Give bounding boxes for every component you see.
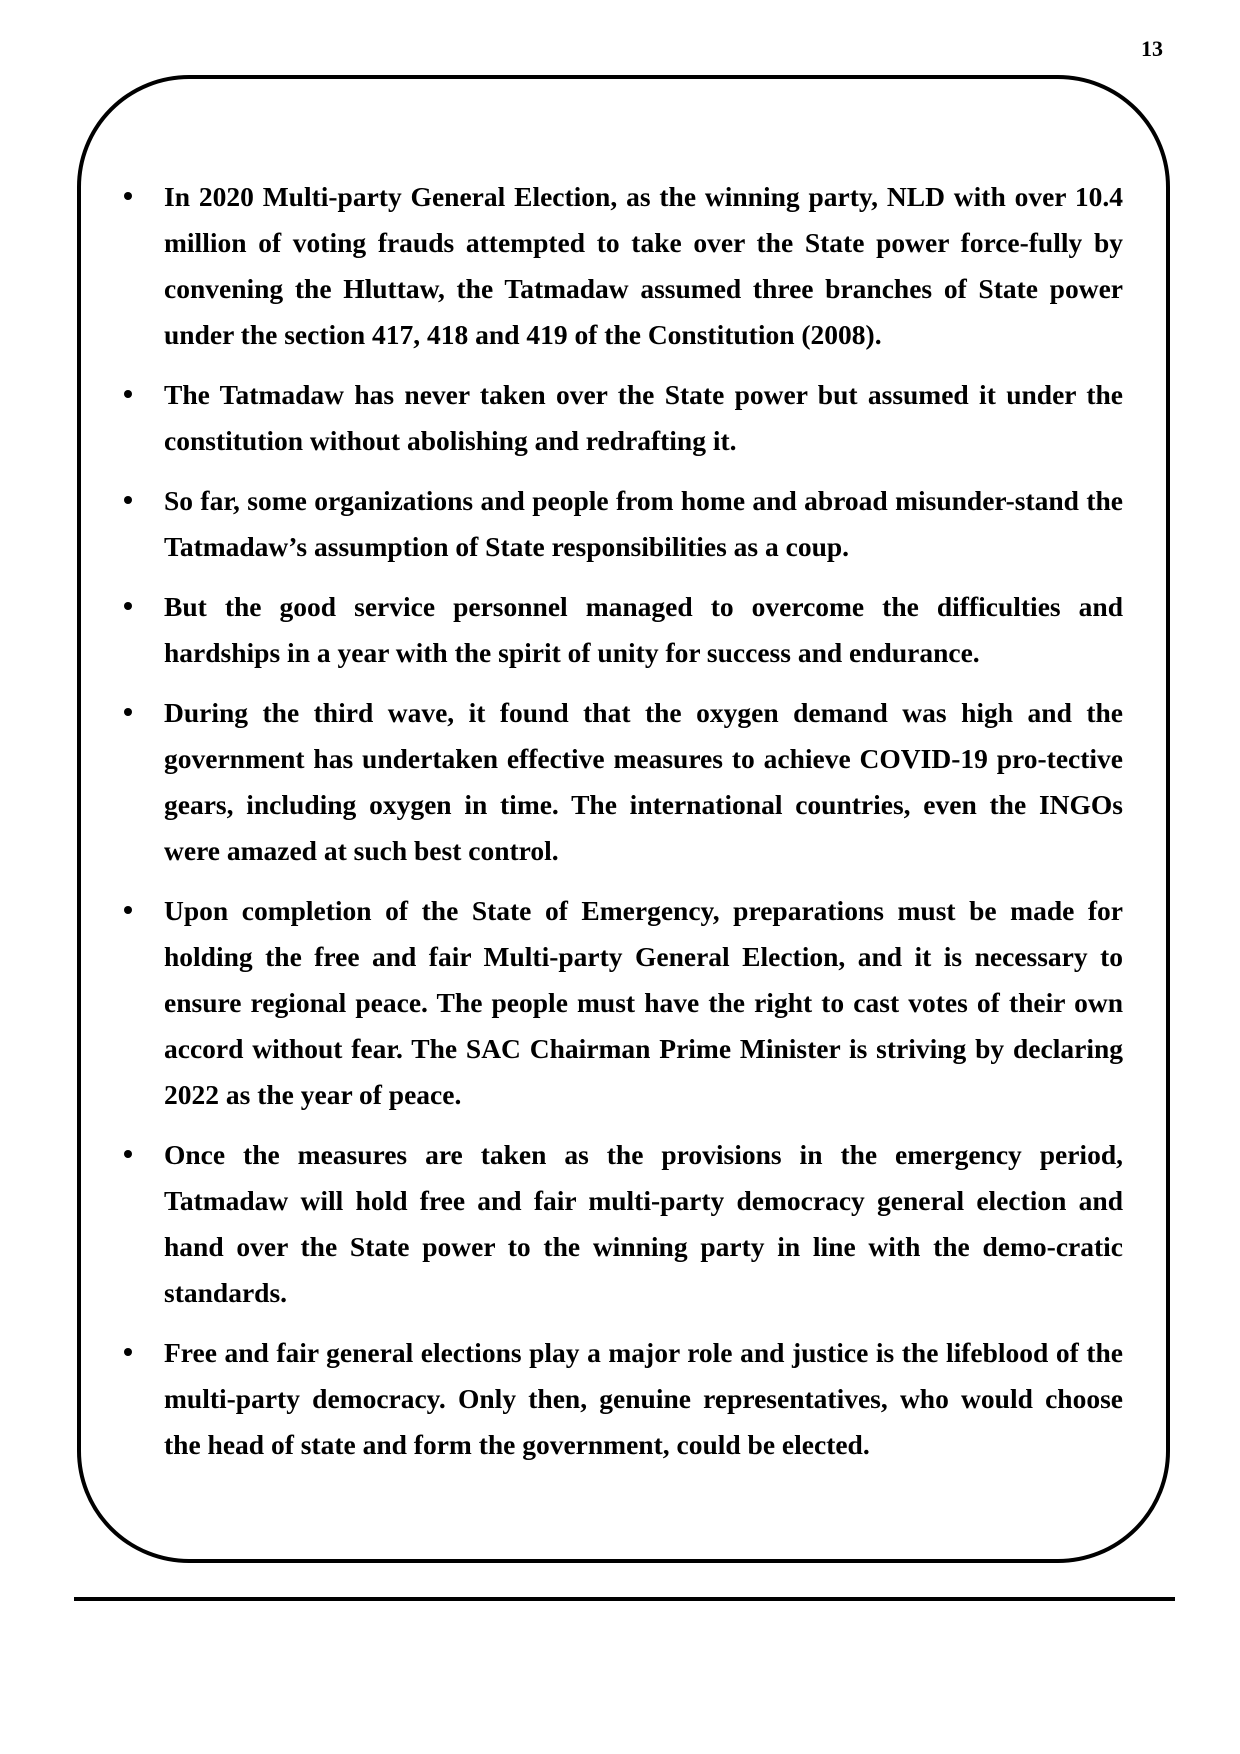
bottom-rule [74,1597,1175,1601]
bullet-dot-icon [124,192,132,200]
bullet-text: The Tatmadaw has never taken over the State power but assumed it under the constitution without abolishing and redrafting it. [164,379,1123,456]
bullet-dot-icon [124,602,132,610]
bullet-text: Once the measures are taken as the provisions in the emergency period, Tatmadaw will hold free and fair multi-party democracy general election and hand over the State power to the winning party in line with the demo-cratic standards. [164,1139,1123,1308]
bullet-dot-icon [124,708,132,716]
bullet-list [118,174,1123,1482]
bullet-dot-icon [124,1150,132,1158]
bullet-item [118,174,1123,358]
bullet-dot-icon [124,1348,132,1356]
bullet-item [118,1132,1123,1316]
bullet-dot-icon [124,906,132,914]
bullet-item [118,1330,1123,1468]
page-number: 13 [1141,36,1163,61]
bullet-text: Free and fair general elections play a major role and justice is the lifeblood of the multi-party democracy. Only then, genuine representatives, who would choose the head of state and form the government, could be elected. [164,1337,1123,1460]
bullet-dot-icon [124,390,132,398]
bullet-text: In 2020 Multi-party General Election, as the winning party, NLD with over 10.4 million of voting frauds attempted to take over the State power force-fully by convening the Hluttaw, the Tatmadaw assumed three branches of State power under the section 417, 418 and 419 of the Constitution (2008). [164,181,1123,350]
bullet-item [118,584,1123,676]
bullet-item [118,690,1123,874]
bullet-item [118,372,1123,464]
bullet-text: Upon completion of the State of Emergency, preparations must be made for holding the free and fair Multi-party General Election, and it is necessary to ensure regional peace. The people must have the right to cast votes of their own accord without fear. The SAC Chairman Prime Minister is striving by declaring 2022 as the year of peace. [164,895,1123,1110]
bullet-item [118,478,1123,570]
bullet-text: During the third wave, it found that the oxygen demand was high and the government has undertaken effective measures to achieve COVID-19 pro-tective gears, including oxygen in time. The international countries, even the INGOs were amazed at such best control. [164,697,1123,866]
bullet-text: But the good service personnel managed to overcome the difficulties and hardships in a year with the spirit of unity for success and endurance. [164,591,1123,668]
bullet-dot-icon [124,496,132,504]
bullet-item [118,888,1123,1118]
bullet-text: So far, some organizations and people from home and abroad misunder-stand the Tatmadaw’s assumption of State responsibilities as a coup. [164,485,1123,562]
